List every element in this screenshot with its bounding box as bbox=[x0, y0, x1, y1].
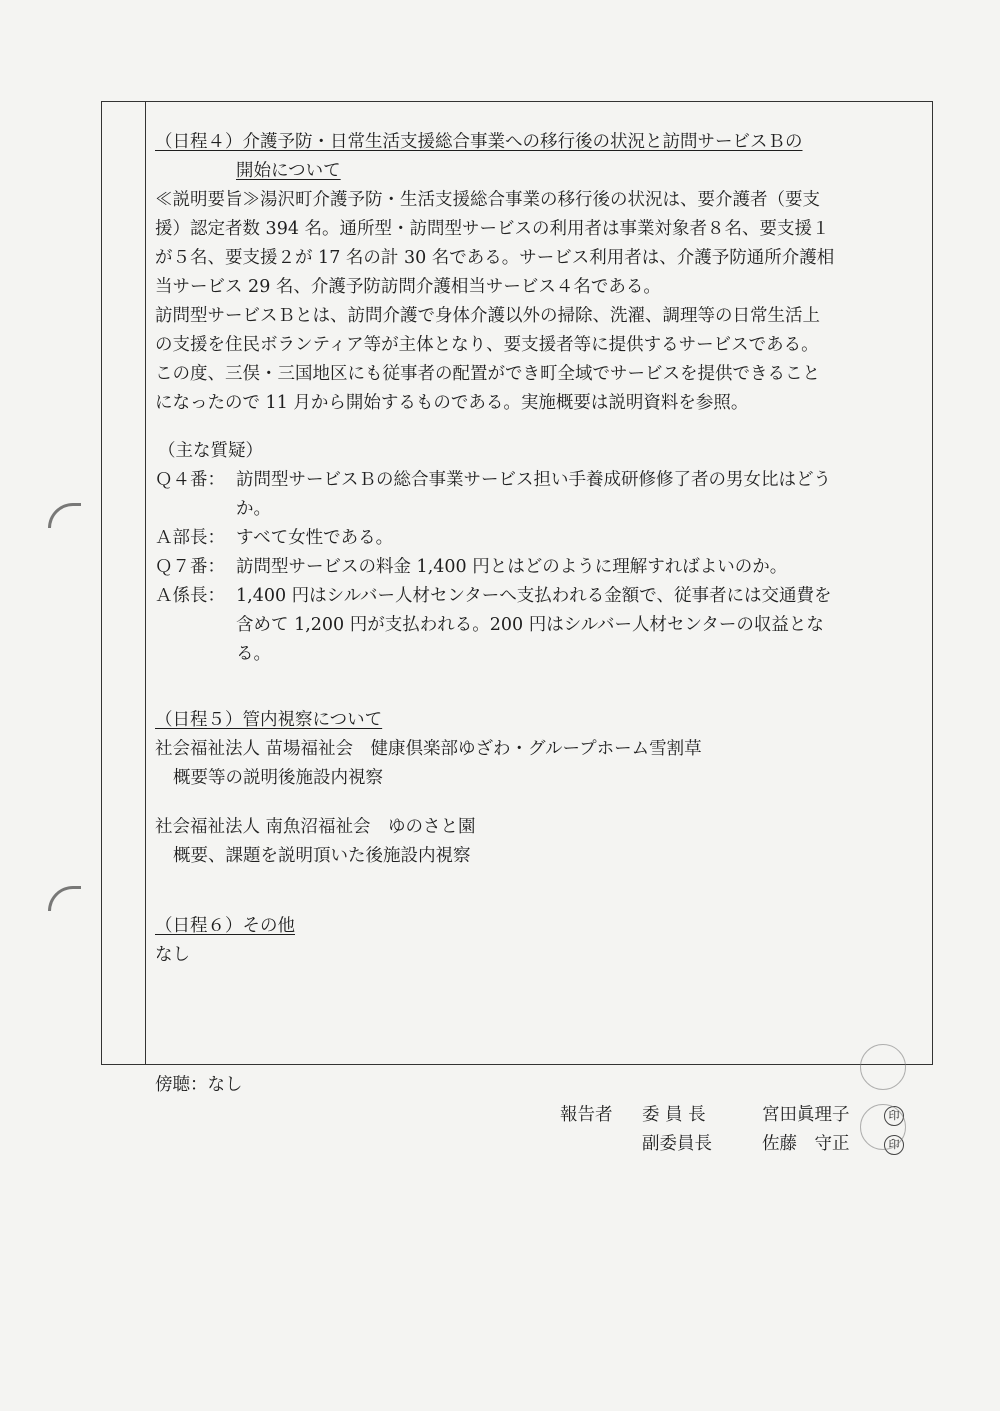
qa-speaker: Ａ部長： bbox=[155, 528, 225, 548]
section6-heading: （日程６）その他 bbox=[155, 916, 295, 936]
summary-line: になったので 11 月から開始するものである。実施概要は説明資料を参照。 bbox=[155, 393, 749, 413]
qa-speaker: Ａ係長： bbox=[155, 586, 225, 606]
section4-heading-cont: 開始について bbox=[236, 161, 341, 181]
qa-text: 1,400 円はシルバー人材センターへ支払われる金額で、従事者には交通費を bbox=[236, 586, 832, 606]
summary-line: の支援を住民ボランティア等が主体となり、要支援者等に提供するサービスである。 bbox=[155, 335, 819, 355]
section5-heading: （日程５）管内視察について bbox=[155, 710, 383, 730]
summary-line: 援）認定者数 394 名。通所型・訪問型サービスの利用者は事業対象者８名、要支援１ bbox=[155, 219, 830, 239]
chair-name: 宮田眞理子 bbox=[762, 1105, 850, 1125]
qa-text: る。 bbox=[236, 644, 271, 664]
summary-line: ≪説明要旨≫湯沢町介護予防・生活支援総合事業の移行後の状況は、要介護者（要支 bbox=[155, 190, 820, 210]
qa-text: 訪問型サービスＢの総合事業サービス担い手養成研修修了者の男女比はどう bbox=[236, 470, 831, 490]
summary-line: 訪問型サービスＢとは、訪問介護で身体介護以外の掃除、洗濯、調理等の日常生活上 bbox=[155, 306, 820, 326]
vice-seal-stamp bbox=[860, 1104, 906, 1150]
vice-seal-mark: 印 bbox=[884, 1135, 904, 1155]
chair-seal-stamp bbox=[860, 1044, 906, 1090]
summary-line: 当サービス 29 名、介護予防訪問介護相当サービス４名である。 bbox=[155, 277, 661, 297]
frame-margin-line bbox=[145, 101, 146, 1065]
visit2-name: 社会福祉法人 南魚沼福祉会 ゆのさと園 bbox=[155, 817, 476, 837]
qa-text: すべて女性である。 bbox=[236, 528, 394, 548]
qa-speaker: Ｑ７番： bbox=[155, 557, 225, 577]
visit2-detail: 概要、課題を説明頂いた後施設内視察 bbox=[173, 846, 471, 866]
binder-hole-mark bbox=[48, 503, 81, 528]
visit1-detail: 概要等の説明後施設内視察 bbox=[173, 768, 383, 788]
reporter-label: 報告者 bbox=[560, 1105, 613, 1125]
binder-hole-mark bbox=[48, 886, 81, 911]
qa-heading: （主な質疑） bbox=[158, 441, 263, 461]
chair-title: 委 員 長 bbox=[642, 1105, 706, 1125]
audience-note: 傍聴：なし bbox=[155, 1075, 243, 1095]
summary-line: が５名、要支援２が 17 名の計 30 名である。サービス利用者は、介護予防通所介護相 bbox=[155, 248, 835, 268]
summary-line: この度、三俣・三国地区にも従事者の配置ができ町全域でサービスを提供できること bbox=[155, 364, 820, 384]
qa-text: か。 bbox=[236, 499, 271, 519]
vice-name: 佐藤 守正 bbox=[762, 1134, 850, 1154]
qa-text: 訪問型サービスの料金 1,400 円とはどのように理解すればよいのか。 bbox=[236, 557, 788, 577]
section4-heading: （日程４）介護予防・日常生活支援総合事業への移行後の状況と訪問サービスＢの bbox=[155, 132, 803, 152]
qa-speaker: Ｑ４番： bbox=[155, 470, 225, 490]
chair-seal-mark: 印 bbox=[884, 1106, 904, 1126]
visit1-name: 社会福祉法人 苗場福祉会 健康倶楽部ゆざわ・グループホーム雪割草 bbox=[155, 739, 702, 759]
qa-text: 含めて 1,200 円が支払われる。200 円はシルバー人材センターの収益とな bbox=[236, 615, 824, 635]
vice-title: 副委員長 bbox=[642, 1134, 712, 1154]
section6-body: なし bbox=[155, 945, 190, 965]
